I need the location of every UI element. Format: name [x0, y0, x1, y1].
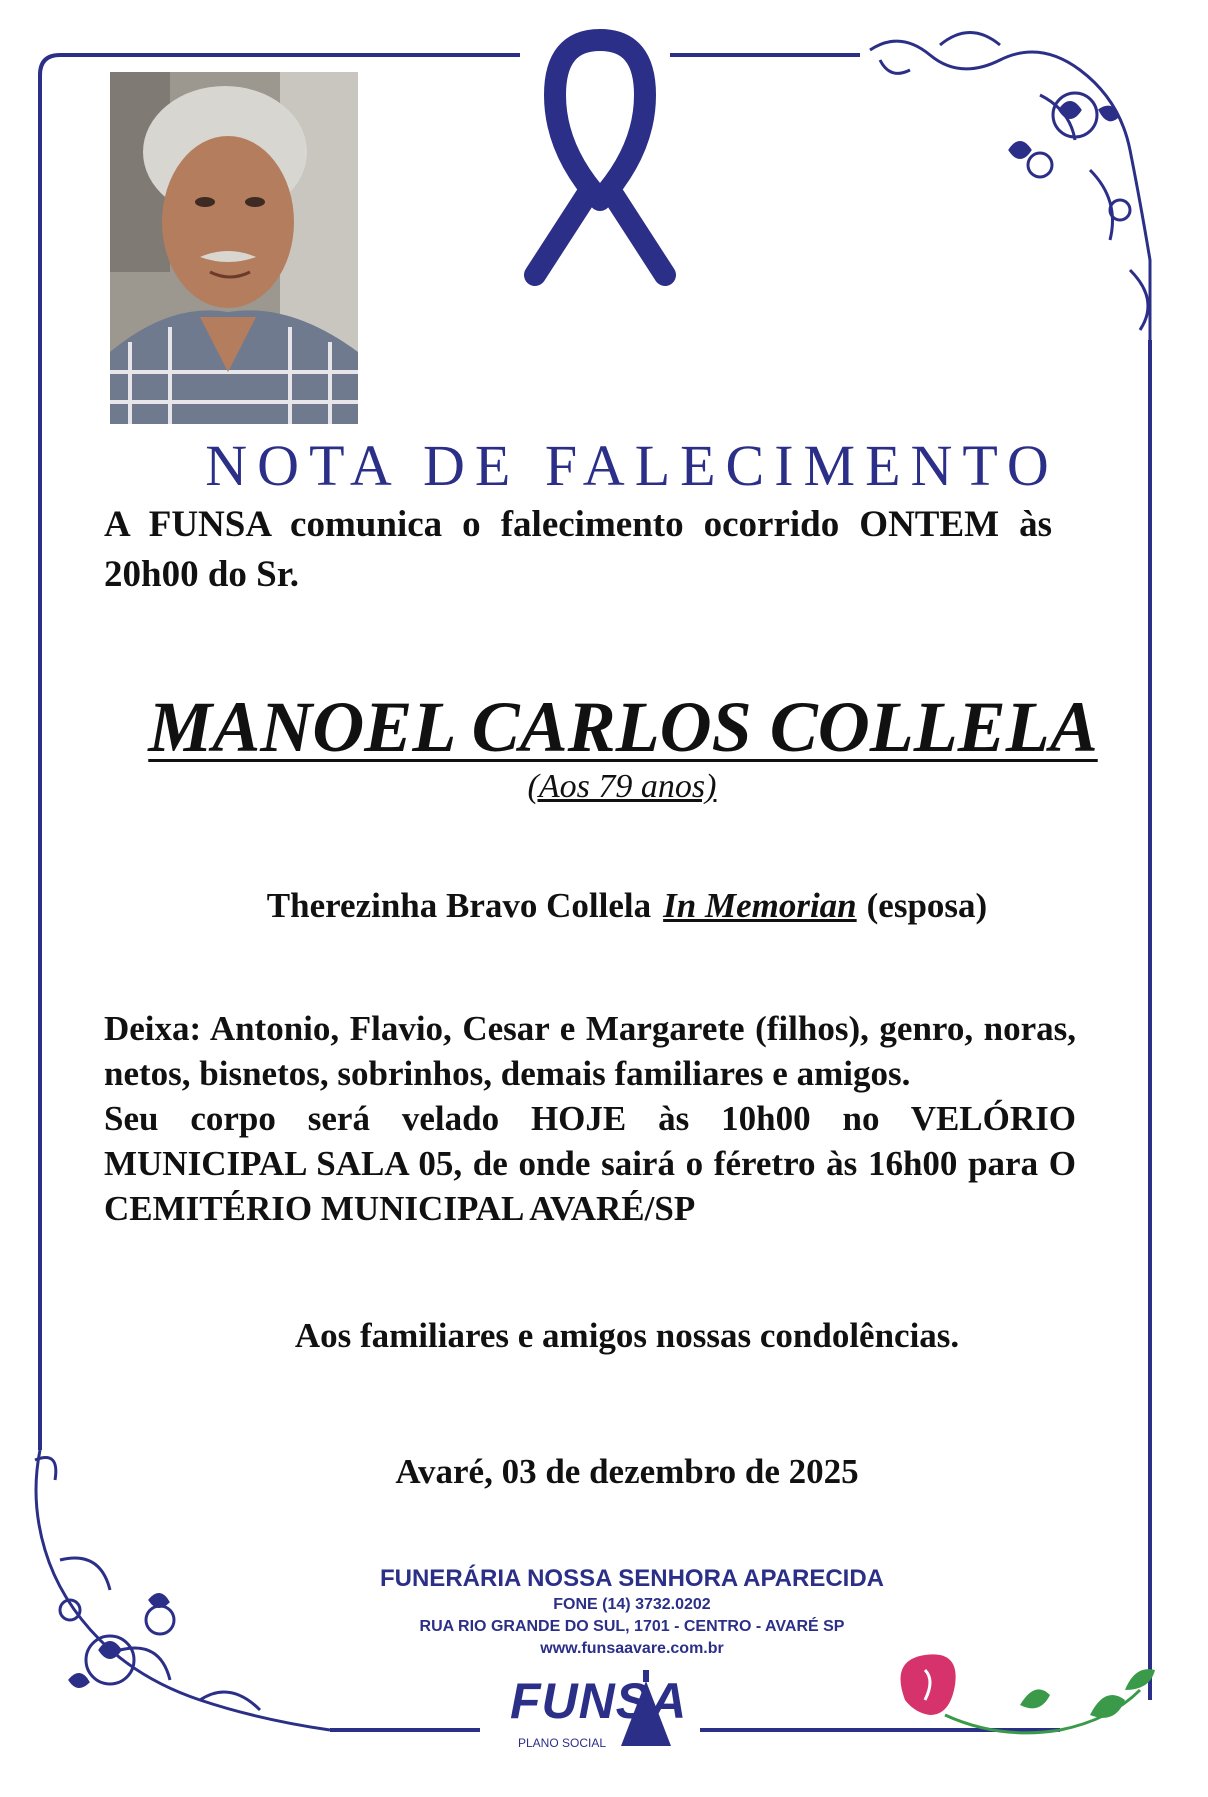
rose-icon	[901, 1654, 1156, 1732]
awareness-ribbon-icon	[535, 40, 665, 275]
spouse-relation: (esposa)	[866, 886, 988, 925]
page-title: NOTA DE FALECIMENTO	[205, 433, 1059, 498]
condolences: Aos familiares e amigos nossas condolências.	[294, 1316, 960, 1355]
logo-text: FUNSA	[510, 1673, 688, 1729]
family-left-behind: Deixa: Antonio, Flavio, Cesar e Margarete (filhos), genro, noras, netos, bisnetos, sobrinhos, demais familiares e amigos.	[104, 1009, 1076, 1093]
company-phone: FONE (14) 3732.0202	[553, 1596, 711, 1613]
funsa-logo	[496, 1666, 692, 1756]
in-memoriam: In Memorian	[663, 886, 857, 925]
deceased-name: MANOEL CARLOS COLLELA	[148, 687, 1098, 767]
funeral-home-footer	[0, 1564, 1208, 1660]
place-date: Avaré, 03 de dezembro de 2025	[395, 1452, 859, 1491]
deceased-age: (Aos 79 anos)	[527, 768, 717, 805]
floral-corner-ornament	[870, 33, 1150, 341]
company-website: www.funsaavare.com.br	[540, 1640, 724, 1657]
company-address: RUA RIO GRANDE DO SUL, 1701 - CENTRO - AVARÉ SP	[419, 1618, 845, 1635]
logo-subtitle: PLANO SOCIAL	[518, 1736, 607, 1750]
spouse-line	[0, 886, 1208, 926]
announcement-body	[104, 1006, 1076, 1231]
spouse-name: Therezinha Bravo Collela	[266, 886, 652, 925]
company-name: FUNERÁRIA NOSSA SENHORA APARECIDA	[379, 1565, 885, 1592]
portrait-photo	[110, 72, 358, 424]
wake-details: Seu corpo será velado HOJE às 10h00 no VELÓRIO MUNICIPAL SALA 05, de onde sairá o féretro às 16h00 para O CEMITÉRIO MUNICIPAL AVARÉ/SP	[104, 1099, 1076, 1228]
announcement-intro: A FUNSA comunica o falecimento ocorrido ONTEM às 20h00 do Sr.	[104, 504, 1052, 595]
